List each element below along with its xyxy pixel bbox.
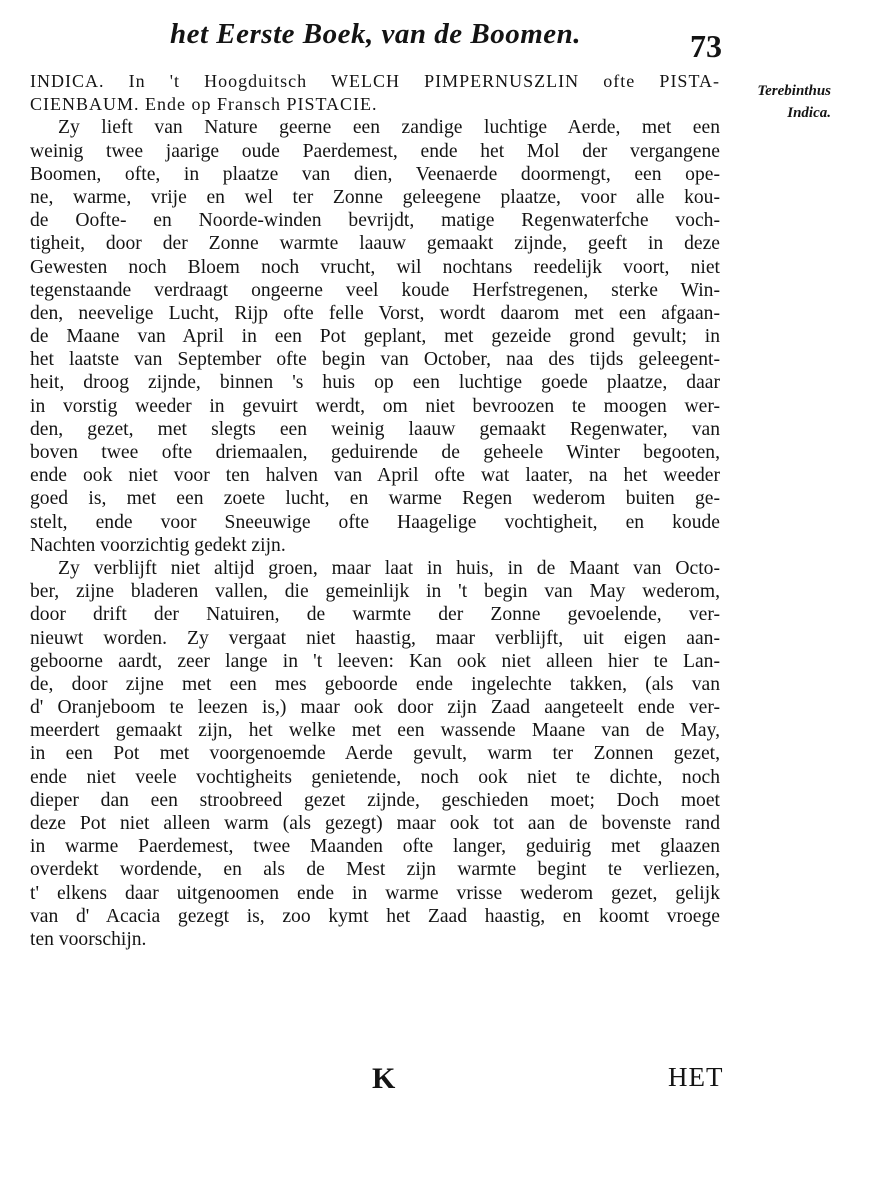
- text-line: ne, warme, vrije en wel ter Zonne geleegene plaatze, voor alle kou-: [30, 186, 720, 208]
- text-line: ende ook niet voor ten halven van April ofte wat laater, na het weeder: [30, 465, 720, 487]
- text-line: de Oofte- en Noorde-winden bevrijdt, matige Regenwaterfche voch-: [30, 210, 720, 232]
- text-line: van d' Acacia gezegt is, zoo kymt het Zaad haastig, en koomt vroege: [30, 905, 720, 927]
- text-line: ber, zijne bladeren vallen, die gemeinlijk in 't begin van May wederom,: [30, 581, 720, 603]
- text-line: weinig twee jaarige oude Paerdemest, ende het Mol der vergangene: [30, 140, 720, 162]
- margin-note-line: Terebinthus: [757, 83, 831, 99]
- text-line: den, gezet, met slegts een weinig laauw gemaakt Regenwater, van: [30, 418, 720, 440]
- text-line: in een Pot met voorgenoemde Aerde gevult, warm ter Zonnen gezet,: [30, 743, 720, 765]
- page-number: 73: [690, 28, 722, 64]
- text-line: het laatste van September ofte begin van October, naa des tijds geleegent-: [30, 349, 720, 371]
- margin-note: [731, 80, 831, 124]
- text-line: Zy verblijft niet altijd groen, maar laat in huis, in de Maant van Octo-: [58, 557, 720, 579]
- body-text: [30, 70, 720, 951]
- text-line: CIENBAUM. Ende op Fransch PISTACIE.: [30, 94, 378, 115]
- text-line: t' elkens daar uitgenoomen ende in warme vrisse wederom gezet, gelijk: [30, 882, 720, 904]
- text-line: Gewesten noch Bloem noch vrucht, wil nochtans reedelijk voort, niet: [30, 256, 720, 278]
- text-line: Nachten voorzichtig gedekt zijn.: [30, 534, 286, 556]
- text-line: ten voorschijn.: [30, 928, 147, 950]
- text-line: d' Oranjeboom te leezen is,) maar ook door zijn Zaad aangeteelt ende ver-: [30, 697, 720, 719]
- text-line: door drift der Natuiren, de warmte der Zonne gevoelende, ver-: [30, 604, 720, 626]
- text-line: Zy lieft van Nature geerne een zandige luchtige Aerde, met een: [58, 117, 720, 139]
- text-line: boven twee ofte driemaalen, geduirende de geheele Winter begooten,: [30, 442, 720, 463]
- text-line: goed is, met een zoete lucht, en warme Regen wederom buiten ge-: [30, 488, 720, 510]
- margin-note-line: Indica.: [787, 105, 831, 121]
- text-line: heit, droog zijnde, binnen 's huis op een luchtige goede plaatze, daar: [30, 372, 720, 394]
- text-line: INDICA. In 't Hoogduitsch WELCH PIMPERNUSZLIN ofte PISTA-: [30, 71, 720, 91]
- text-line: Boomen, ofte, in plaatze van dien, Veenaerde doormengt, een ope-: [30, 163, 720, 185]
- text-line: deze Pot niet alleen warm (als gezegt) maar ook tot aan de bovenste rand: [30, 813, 720, 834]
- text-line: in warme Paerdemest, twee Maanden ofte langer, geduirig met glaazen: [30, 836, 720, 858]
- text-line: den, neevelige Lucht, Rijp ofte felle Vorst, wordt daarom met een afgaan-: [30, 302, 720, 324]
- text-line: dieper dan een stroobreed gezet zijnde, geschieden moet; Doch moet: [30, 789, 720, 811]
- text-line: overdekt wordende, en als de Mest zijn warmte begint te verliezen,: [30, 859, 720, 881]
- text-line: geboorne aardt, zeer lange in 't leeven: Kan ook niet alleen hier te Lan-: [30, 650, 720, 672]
- text-line: tegenstaande verdraagt ongeerne veel koude Herfstregenen, sterke Win-: [30, 279, 720, 301]
- signature-mark: K: [372, 1062, 396, 1095]
- running-head: het Eerste Boek, van de Boomen.: [170, 18, 582, 50]
- text-line: de Maane van April in een Pot geplant, met gezeide grond gevult; in: [30, 326, 720, 348]
- text-line: stelt, ende voor Sneeuwige ofte Haagelige vochtigheit, en koude: [30, 511, 720, 533]
- catchword: HET: [668, 1062, 724, 1092]
- text-line: in vorstig weeder in gevuirt werdt, om niet bevroozen te moogen wer-: [30, 395, 720, 417]
- text-line: tigheit, door der Zonne warmte laauw gemaakt zijnde, geeft in deze: [30, 233, 720, 255]
- text-line: ende niet veele vochtigheits genietende, noch ook niet te dichte, noch: [30, 766, 720, 788]
- text-line: de, door zijne met een mes geboorde ende ingelechte takken, (als van: [30, 673, 720, 695]
- text-line: nieuwt worden. Zy vergaat niet haastig, maar verblijft, uit eigen aan-: [30, 627, 720, 649]
- text-line: meerdert gemaakt zijn, het welke met een wassende Maane van de May,: [30, 720, 720, 742]
